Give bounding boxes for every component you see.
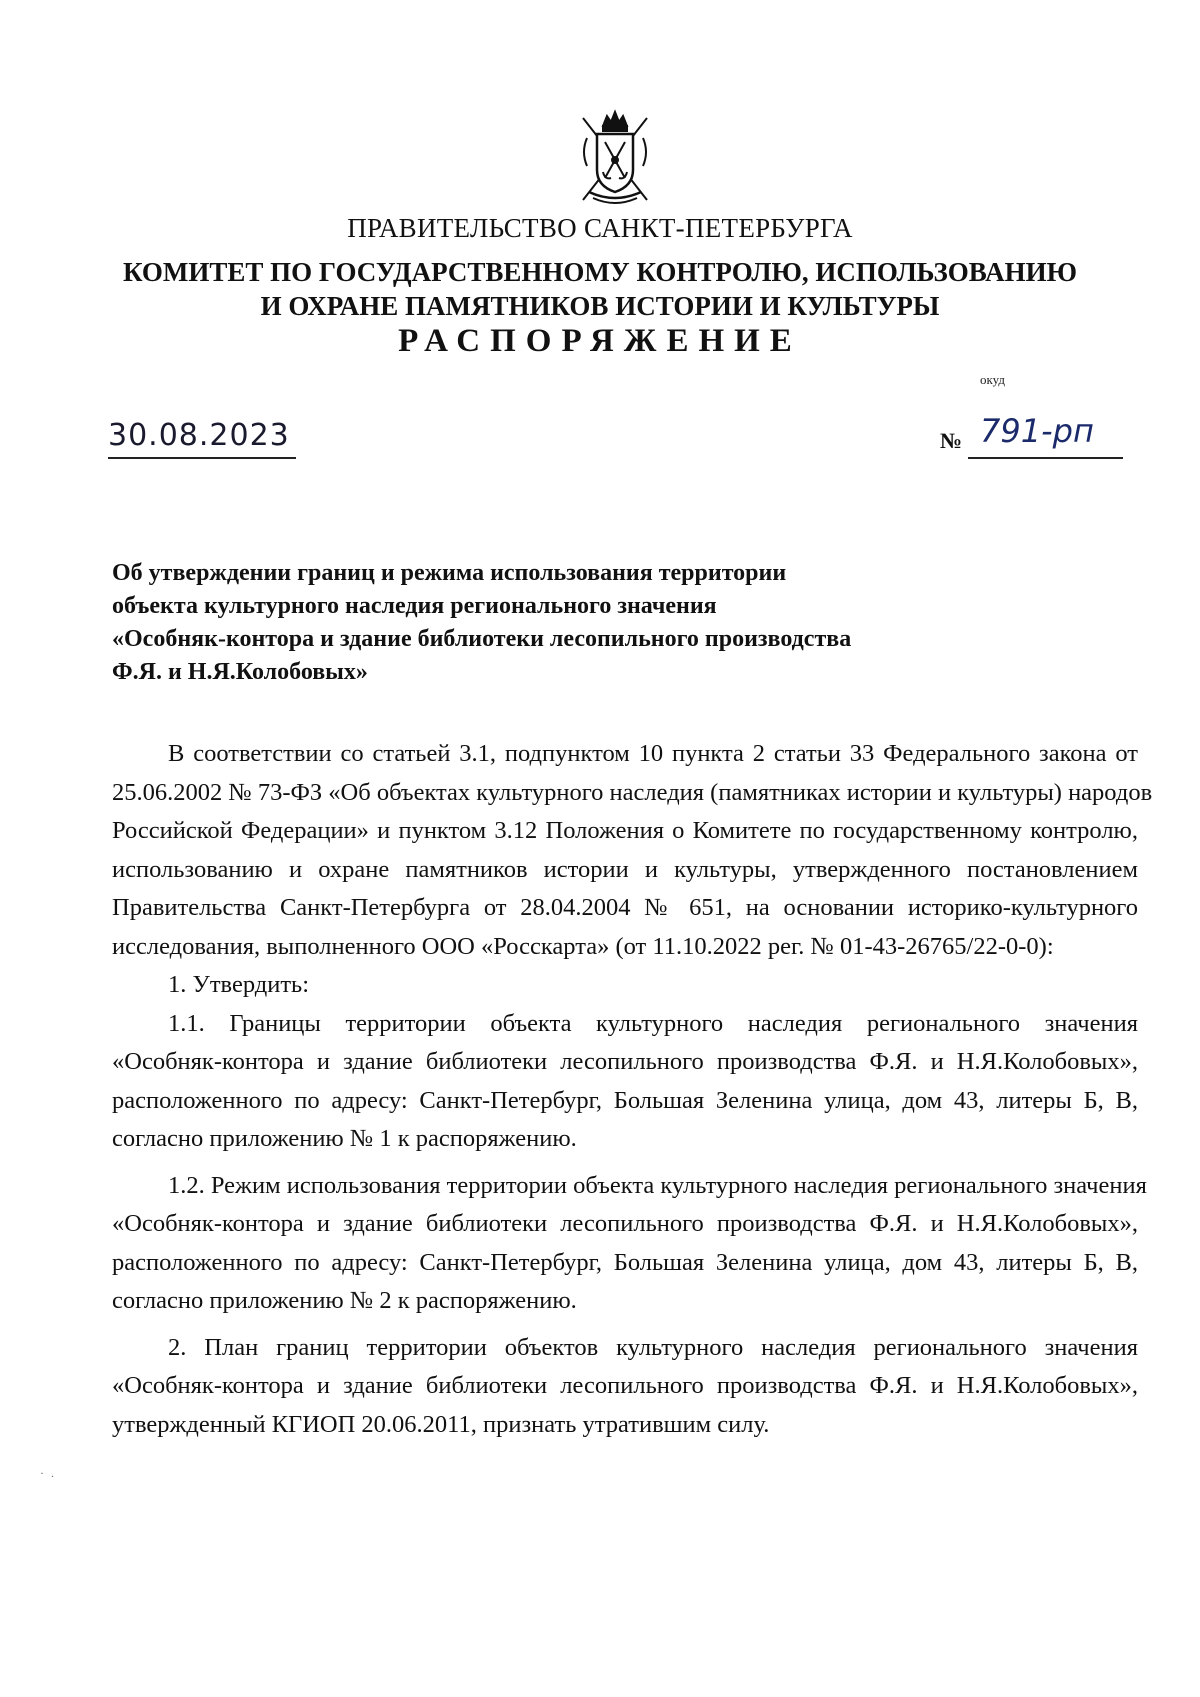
title-line: Ф.Я. и Н.Я.Колобовых» xyxy=(112,659,368,685)
date-underline xyxy=(108,457,296,459)
document-type: РАСПОРЯЖЕНИЕ xyxy=(398,323,802,359)
text-line: 25.06.2002 № 73-ФЗ «Об объектах культурного наследия (памятниках истории и культуры) народов xyxy=(112,778,1153,806)
committee-name-line-1: КОМИТЕТ ПО ГОСУДАРСТВЕННОМУ КОНТРОЛЮ, ИСПОЛЬЗОВАНИЮ xyxy=(123,257,1077,287)
text-line: Российской Федерации» и пунктом 3.12 Положения о Комитете по государственному контролю, xyxy=(112,817,1138,844)
paragraph-item-1-2 xyxy=(112,1167,1147,1321)
paragraph-preamble xyxy=(112,735,1153,966)
document-number: 791-рп xyxy=(980,412,1094,450)
text-line: расположенного по адресу: Санкт-Петербург, Большая Зеленина улица, дом 43, литеры Б, В, xyxy=(112,1248,1138,1276)
text-line: согласно приложению № 1 к распоряжению. xyxy=(112,1125,577,1152)
document-date: 30.08.2023 xyxy=(108,418,290,453)
text-line: согласно приложению № 2 к распоряжению. xyxy=(112,1287,577,1314)
paragraph-item-1-1 xyxy=(112,1005,1138,1159)
title-line: Об утверждении границ и режима использования территории xyxy=(112,560,787,586)
text-line: 1. Утвердить: xyxy=(168,971,310,998)
text-line: 1.2. Режим использования территории объекта культурного наследия регионального значения xyxy=(168,1171,1147,1199)
text-line: В соответствии со статьей 3.1, подпунктом 10 пункта 2 статьи 33 Федерального закона от xyxy=(168,740,1138,767)
text-line: «Особняк-контора и здание библиотеки лесопильного производства Ф.Я. и Н.Я.Колобовых», xyxy=(112,1210,1138,1237)
text-line: «Особняк-контора и здание библиотеки лесопильного производства Ф.Я. и Н.Я.Колобовых», xyxy=(112,1048,1138,1075)
text-line: «Особняк-контора и здание библиотеки лесопильного производства Ф.Я. и Н.Я.Колобовых», xyxy=(112,1372,1138,1399)
title-line: «Особняк-контора и здание библиотеки лесопильного производства xyxy=(112,626,852,652)
okud-label: окуд xyxy=(980,372,1005,387)
text-line: 1.1. Границы территории объекта культурного наследия регионального значения xyxy=(168,1009,1138,1037)
document-body xyxy=(112,735,1153,1444)
text-line: утвержденный КГИОП 20.06.2011, признать утратившим силу. xyxy=(112,1410,770,1438)
text-line: использованию и охране памятников истории и культуры, утвержденного постановлением xyxy=(112,855,1138,883)
number-sign: № xyxy=(940,428,963,453)
saint-petersburg-coat-of-arms-icon xyxy=(575,108,655,208)
scan-margin-mark: · . xyxy=(40,1466,56,1480)
number-underline xyxy=(968,457,1123,459)
document-title xyxy=(112,557,972,689)
government-name: ПРАВИТЕЛЬСТВО САНКТ-ПЕТЕРБУРГА xyxy=(347,213,853,243)
text-line: Правительства Санкт-Петербурга от 28.04.2004 № 651, на основании историко-культурного xyxy=(112,894,1138,921)
title-line: объекта культурного наследия регионального значения xyxy=(112,593,717,619)
text-line: 2. План границ территории объектов культурного наследия регионального значения xyxy=(168,1333,1138,1361)
paragraph-item-2 xyxy=(112,1329,1138,1445)
committee-name xyxy=(0,255,1200,323)
text-line: расположенного по адресу: Санкт-Петербург, Большая Зеленина улица, дом 43, литеры Б, В, xyxy=(112,1086,1138,1114)
text-line: исследования, выполненного ООО «Росскарта» (от 11.10.2022 рег. № 01-43-26765/22-0-0): xyxy=(112,932,1054,960)
committee-name-line-2: И ОХРАНЕ ПАМЯТНИКОВ ИСТОРИИ И КУЛЬТУРЫ xyxy=(260,291,940,321)
paragraph-item-1 xyxy=(112,966,1138,1005)
